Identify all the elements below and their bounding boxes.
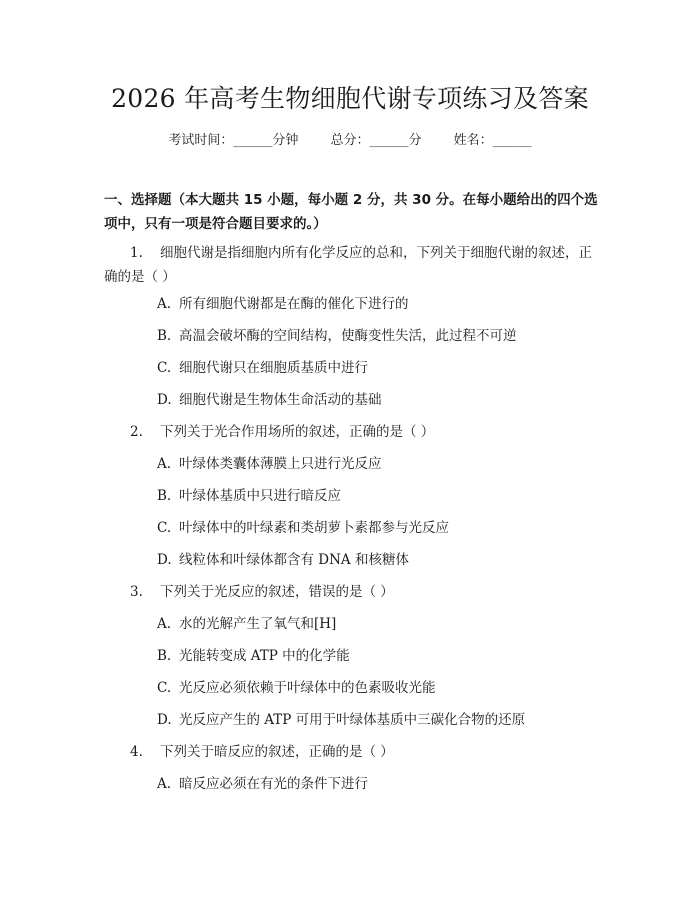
question-3-option-a — [157, 612, 597, 636]
question-2-option-d — [157, 548, 597, 572]
option-text: 叶绿体基质中只进行暗反应 — [179, 488, 341, 504]
option-letter: A. — [157, 296, 172, 312]
exam-time-blank: ______ — [233, 133, 273, 148]
section-heading — [104, 188, 604, 236]
section-heading-line-1: 一、选择题（本大题共 15 小题，每小题 2 分，共 30 分。在每小题给出的四个选 — [104, 192, 598, 208]
option-text: 水的光解产生了氧气和[H] — [179, 616, 337, 632]
question-4-option-a — [157, 772, 597, 796]
page-title: 2026 年高考生物细胞代谢专项练习及答案 — [111, 84, 589, 113]
option-text: 光反应产生的 ATP 可用于叶绿体基质中三碳化合物的还原 — [179, 712, 526, 728]
question-number: 1. — [130, 245, 143, 261]
option-letter: D. — [157, 712, 172, 728]
question-text: 下列关于暗反应的叙述，正确的是（ ） — [160, 744, 394, 760]
question-2-option-c — [157, 516, 597, 540]
question-4-stem — [130, 740, 600, 764]
question-3-option-b — [157, 644, 597, 668]
total-score-field — [330, 131, 421, 151]
question-3-option-d — [157, 708, 597, 732]
question-number: 3. — [130, 584, 143, 600]
exam-time-field — [168, 131, 298, 151]
option-text: 所有细胞代谢都是在酶的催化下进行的 — [179, 296, 409, 312]
option-text: 暗反应必须在有光的条件下进行 — [179, 776, 368, 792]
question-text: 下列关于光合作用场所的叙述，正确的是（ ） — [160, 424, 435, 440]
question-3-option-c — [157, 676, 597, 700]
question-number: 4. — [130, 744, 143, 760]
option-letter: A. — [157, 616, 172, 632]
total-score-label: 总分： — [330, 133, 370, 148]
option-letter: B. — [157, 328, 172, 344]
option-letter: B. — [157, 648, 172, 664]
option-letter: B. — [157, 488, 172, 504]
option-letter: A. — [157, 456, 172, 472]
question-1-option-c — [157, 356, 597, 380]
option-text: 光能转变成 ATP 中的化学能 — [179, 648, 350, 664]
name-blank: ______ — [492, 133, 532, 148]
option-letter: A. — [157, 776, 172, 792]
exam-info-line — [0, 131, 700, 151]
question-3-stem — [130, 580, 600, 604]
question-2-option-b — [157, 484, 597, 508]
total-score-unit: 分 — [408, 133, 422, 148]
question-text-continued: 确的是（ ） — [104, 269, 176, 285]
name-label: 姓名： — [453, 133, 493, 148]
question-2-stem — [130, 420, 600, 444]
option-text: 光反应必须依赖于叶绿体中的色素吸收光能 — [179, 680, 436, 696]
section-heading-line-2: 项中，只有一项是符合题目要求的。） — [104, 216, 327, 232]
option-text: 细胞代谢只在细胞质基质中进行 — [179, 360, 368, 376]
option-text: 叶绿体中的叶绿素和类胡萝卜素都参与光反应 — [179, 520, 449, 536]
question-text: 下列关于光反应的叙述，错误的是（ ） — [160, 584, 394, 600]
question-1-option-b — [157, 324, 597, 348]
question-1-option-d — [157, 388, 597, 412]
option-letter: C. — [157, 680, 172, 696]
question-1-stem — [104, 241, 600, 289]
question-text: 细胞代谢是指细胞内所有化学反应的总和，下列关于细胞代谢的叙述，正 — [160, 245, 592, 261]
option-text: 线粒体和叶绿体都含有 DNA 和核糖体 — [179, 552, 409, 568]
question-number: 2. — [130, 424, 143, 440]
option-text: 细胞代谢是生物体生命活动的基础 — [179, 392, 382, 408]
question-1-option-a — [157, 292, 597, 316]
exam-time-unit: 分钟 — [272, 133, 299, 148]
option-text: 叶绿体类囊体薄膜上只进行光反应 — [179, 456, 382, 472]
option-text: 高温会破坏酶的空间结构，使酶变性失活，此过程不可逆 — [179, 328, 517, 344]
option-letter: C. — [157, 360, 172, 376]
option-letter: C. — [157, 520, 172, 536]
exam-time-label: 考试时间： — [168, 133, 234, 148]
option-letter: D. — [157, 552, 172, 568]
question-2-option-a — [157, 452, 597, 476]
name-field — [454, 131, 532, 151]
total-score-blank: ______ — [369, 133, 409, 148]
option-letter: D. — [157, 392, 172, 408]
